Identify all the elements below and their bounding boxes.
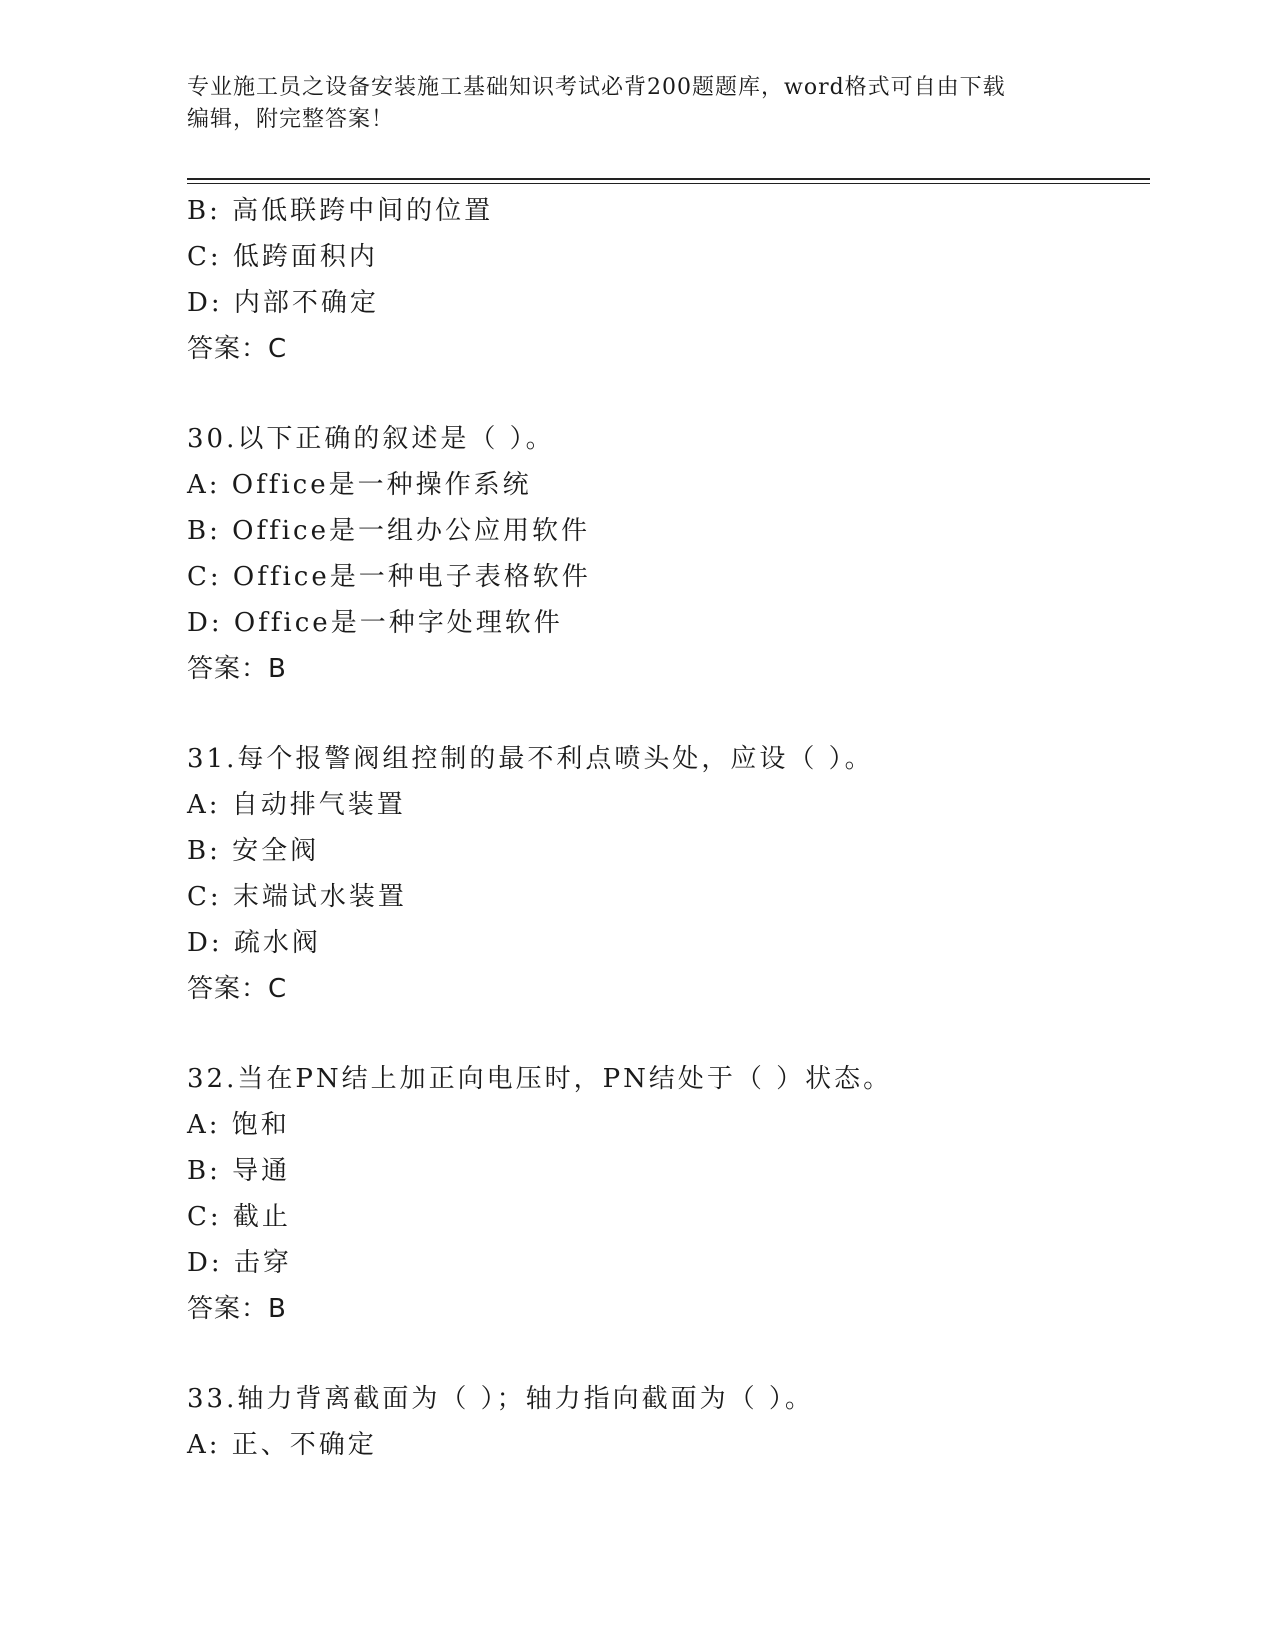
option-d: D: 疏水阀 xyxy=(187,928,321,958)
header-title-line-2: 编辑，附完整答案！ xyxy=(187,107,395,132)
option-b: B: 安全阀 xyxy=(187,836,320,866)
answer-line: 答案：C xyxy=(187,974,288,1004)
option-c: C: 截止 xyxy=(187,1202,291,1232)
document-header xyxy=(187,72,1087,136)
option-a: A: 正、不确定 xyxy=(187,1430,377,1460)
option-b: B: 高低联跨中间的位置 xyxy=(187,196,494,226)
option-b: B: Office是一组办公应用软件 xyxy=(187,516,590,546)
answer-line: 答案：C xyxy=(187,334,288,364)
option-d: D: Office是一种字处理软件 xyxy=(187,608,563,638)
question-block xyxy=(187,1056,1147,1332)
option-c: C: 末端试水装置 xyxy=(187,882,407,912)
question-stem: 32.当在PN结上加正向电压时，PN结处于（ ）状态。 xyxy=(187,1064,893,1094)
question-block xyxy=(187,188,1147,372)
header-divider-thin xyxy=(187,183,1150,184)
question-stem: 33.轴力背离截面为（ ）；轴力指向截面为（ ）。 xyxy=(187,1384,814,1414)
question-list xyxy=(187,188,1147,1468)
spacer xyxy=(187,1332,1147,1376)
option-a: A: 饱和 xyxy=(187,1110,290,1140)
spacer xyxy=(187,692,1147,736)
question-stem: 30.以下正确的叙述是（ ）。 xyxy=(187,424,555,454)
question-block xyxy=(187,416,1147,692)
answer-line: 答案：B xyxy=(187,1294,287,1324)
option-d: D: 击穿 xyxy=(187,1248,292,1278)
header-divider-thick xyxy=(187,178,1150,180)
question-block xyxy=(187,1376,1147,1468)
option-b: B: 导通 xyxy=(187,1156,291,1186)
option-a: A: Office是一种操作系统 xyxy=(187,470,532,500)
answer-line: 答案：B xyxy=(187,654,287,684)
option-a: A: 自动排气装置 xyxy=(187,790,406,820)
option-c: C: Office是一种电子表格软件 xyxy=(187,562,591,592)
option-c: C: 低跨面积内 xyxy=(187,242,378,272)
question-block xyxy=(187,736,1147,1012)
spacer xyxy=(187,1012,1147,1056)
question-stem: 31.每个报警阀组控制的最不利点喷头处，应设（ ）。 xyxy=(187,744,874,774)
header-title-line-1: 专业施工员之设备安装施工基础知识考试必背200题题库，word格式可自由下载 xyxy=(187,75,1006,100)
spacer xyxy=(187,372,1147,416)
option-d: D: 内部不确定 xyxy=(187,288,379,318)
